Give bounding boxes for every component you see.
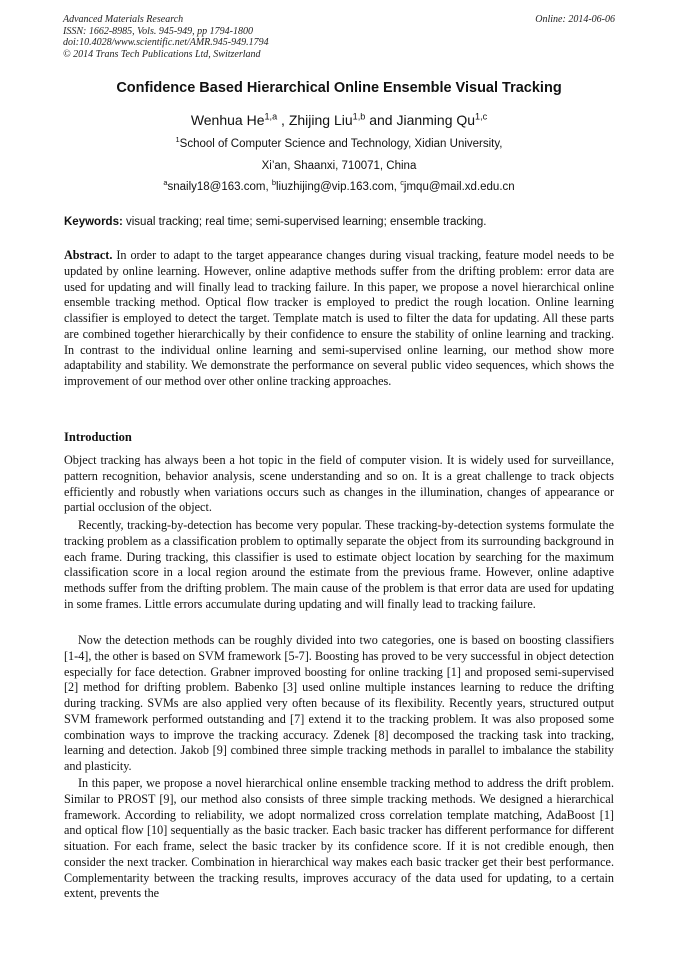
journal-name: Advanced Materials Research bbox=[63, 14, 184, 25]
issn-line: ISSN: 1662-8985, Vols. 945-949, pp 1794-1800 bbox=[63, 25, 253, 37]
intro-paragraph-2: Recently, tracking-by-detection has become very popular. These tracking-by-detection systems formulate the tracking problem as a classification problem to optimally separate the object from its surrounding background in each frame. During tracking, this classifier is used to estimate object location by searching for the maximum classification score in a local region around the estimate from the previous frame. However, online adaptive methods suffer from the drifting problem. The main cause of the problem is that error data are used for updating in some frames. Little errors accumulate during updating and will finally lead to tracking failure. bbox=[64, 518, 614, 611]
author-name: Zhijing Liu bbox=[288, 112, 353, 128]
paper-title: Confidence Based Hierarchical Online Ensemble Visual Tracking bbox=[116, 80, 562, 96]
author-name: Jianming Qu bbox=[396, 112, 476, 128]
abstract-text: In order to adapt to the target appearance changes during visual tracking, feature model needs to be updated by online learning. However, online adaptive methods suffer from the drifting problem: error data are used for updating and will finally lead to tracking failure. In this paper, we propose a novel hierarchical online ensemble tracking method. Optical flow tracker is employed to predict the rough location. Online learning classifier is employed to detect the target. Template match is used to filter the data for updating. All these parts are combined together hierarchically by their confidence to ensure the stability of online learning and tracking. In contrast to the individual online learning and semi-supervised online learning, our method show more adaptability and stability. We demonstrate the performance on several public video sequences, which shows the improvement of our method over other online tracking approaches. bbox=[64, 248, 614, 388]
copyright-line: © 2014 Trans Tech Publications Ltd, Switzerland bbox=[63, 48, 261, 60]
keywords-line bbox=[64, 216, 624, 228]
author-affil-sup: 1,c bbox=[475, 111, 488, 122]
author-affil-sup: 1,a bbox=[264, 111, 278, 122]
email-address[interactable]: snaily18@163.com, bbox=[167, 181, 272, 193]
introduction-heading: Introduction bbox=[64, 430, 132, 444]
author-emails bbox=[40, 178, 638, 193]
keywords-text: visual tracking; real time; semi-supervised learning; ensemble tracking. bbox=[122, 216, 487, 228]
abstract-label: Abstract. bbox=[64, 248, 113, 262]
intro-paragraph-4: In this paper, we propose a novel hierarchical online ensemble tracking method to address the drift problem. Similar to PROST [9], our method also consists of three simple tracking methods. We designed a hierarchical framework. According to reliability, we adopt normalized cross correlation template matching, AdaBoost [1] and optical flow [10] sequentially as the basic tracker. Each basic tracker has different performance for different situation. For each frame, select the basic tracker by its confidence score. If it is not credible enough, then consider the next tracker. Combination in hierarchical way makes each basic tracker get their best performance. Complementarity between the tracking results, improves accuracy of the data used for updating, to a certain extent, prevents the bbox=[64, 776, 614, 901]
email-address[interactable]: liuzhijing@vip.163.com, bbox=[276, 181, 401, 193]
affiliation-text: School of Computer Science and Technology, Xidian University, bbox=[179, 138, 503, 150]
author-name: Wenhua He bbox=[190, 112, 265, 128]
email-sup: c bbox=[400, 178, 404, 188]
affiliation-line-1 bbox=[40, 135, 638, 150]
author-affil-sup: 1,b bbox=[352, 111, 366, 122]
online-date: Online: 2014-06-06 bbox=[535, 14, 615, 25]
email-address[interactable]: jmqu@mail.xd.edu.cn bbox=[403, 181, 515, 193]
author-list bbox=[40, 112, 638, 128]
author-separator: and bbox=[365, 112, 397, 128]
intro-paragraph-3: Now the detection methods can be roughly divided into two categories, one is based on boosting classifiers [1-4], the other is based on SVM framework [5-7]. Boosting has proved to be very successful in object detection especially for face detection. Grabner improved boosting for online tracking [1] and proposed semi-supervised [2] method for drifting problem. Babenko [3] used online multiple instances learning to reduce the drifting during tracking. SVMs are also applied very often because of its flexibility. Recently years, structured output SVM framework performed outstanding and [7] extend it to the tracking problem. It was also proposed some combination ways to improve the tracking accuracy. Zdenek [8] decomposed the tracking task into tracking, learning and detection. Jakob [9] combined three simple tracking methods in parallel to imbalance the stability and plasticity. bbox=[64, 633, 614, 773]
keywords-label: Keywords: bbox=[64, 216, 123, 228]
affiliation-sup: 1 bbox=[175, 135, 180, 145]
email-sup: a bbox=[163, 178, 168, 188]
journal-header bbox=[63, 14, 269, 60]
intro-paragraph-1: Object tracking has always been a hot topic in the field of computer vision. It is widely used for surveillance, pattern recognition, behavior analysis, scene understanding and so on. It is a great challenge to track objects efficiently and robustly when variations occurs such as changes in the illumination, changes of appearance or partial occlusion of the object. bbox=[64, 453, 614, 515]
affiliation-line-2: Xi’an, Shaanxi, 710071, China bbox=[261, 160, 417, 172]
doi-line[interactable]: doi:10.4028/www.scientific.net/AMR.945-949.1794 bbox=[63, 37, 269, 48]
abstract-paragraph bbox=[64, 248, 614, 390]
email-sup: b bbox=[271, 178, 276, 188]
author-separator: , bbox=[277, 112, 289, 128]
